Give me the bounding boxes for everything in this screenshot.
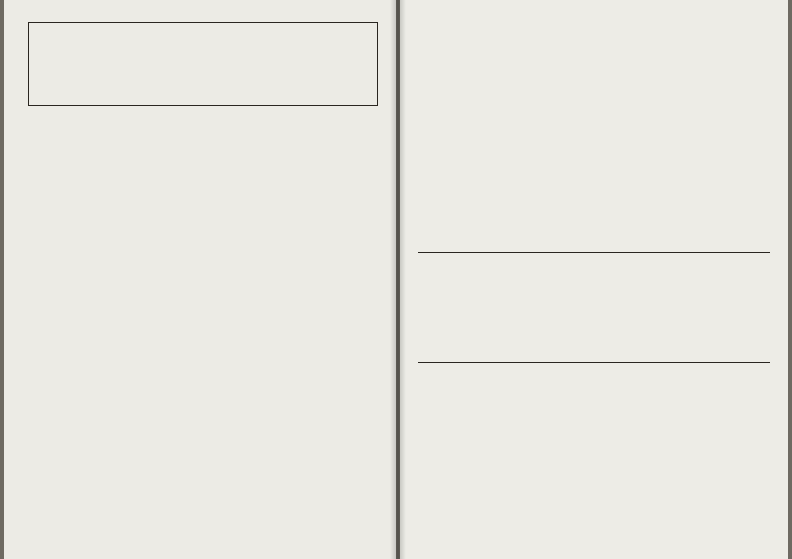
left-page <box>4 0 396 559</box>
right-page <box>400 0 788 559</box>
book-gutter <box>390 0 406 559</box>
divider <box>418 362 770 363</box>
title-box <box>28 22 378 106</box>
article-body <box>34 115 376 118</box>
divider <box>418 252 770 253</box>
